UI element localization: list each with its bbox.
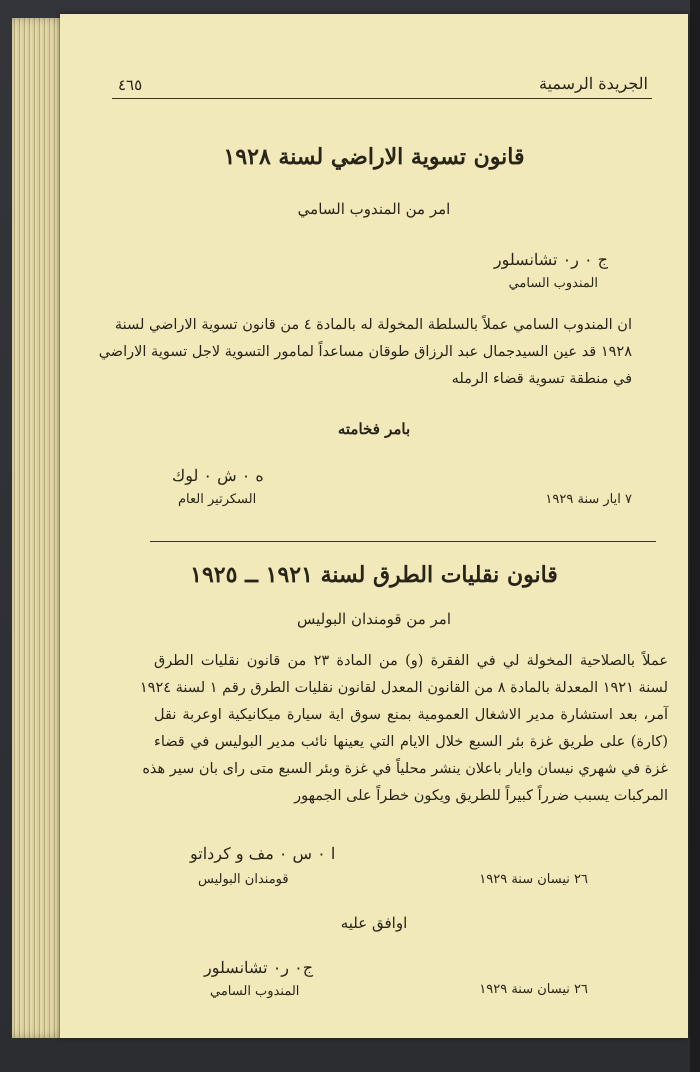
gazette-page	[60, 14, 688, 1038]
section2-approval: اوافق عليه	[340, 914, 408, 932]
page-number: ٤٦٥	[118, 76, 143, 94]
section1-date: ٧ ايار سنة ١٩٢٩	[545, 492, 632, 507]
section1-by-order: بامر فخامته	[337, 420, 411, 438]
section1-subtitle: امر من المندوب السامي	[297, 200, 451, 218]
section-separator	[150, 541, 656, 542]
section1-issuer-name: ج ٠ ر٠ تشانسلور	[493, 250, 608, 269]
section1-signatory-title: السكرتير العام	[178, 492, 257, 507]
section2-approver-title: المندوب السامي	[210, 984, 300, 999]
section2-title: قانون نقليات الطرق لسنة ١٩٢١ ــ ١٩٢٥	[190, 562, 558, 588]
section2-subtitle: امر من قومندان البوليس	[296, 610, 451, 628]
section2-body-line: (كارة) على طريق غزة بئر السبع خلال الايام التي يعينها نائب مدير البوليس في قضاء	[154, 734, 668, 750]
section2-signatory-name: ا ٠ س ٠ مف و كرداتو	[190, 844, 336, 863]
section1-signatory-name: ه ٠ ش ٠ لوك	[172, 466, 264, 485]
section2-body-line: المركبات يسبب ضرراً كبيراً للطريق ويكون خطراً على الجمهور	[294, 788, 668, 804]
section1-body-line: في منطقة تسوية قضاء الرمله	[451, 371, 632, 387]
section2-signatory-title: قومندان البوليس	[198, 872, 289, 887]
section1-title: قانون تسوية الاراضي لسنة ١٩٢٨	[223, 144, 525, 170]
running-header: الجريدة الرسمية	[538, 74, 648, 93]
section1-body	[98, 312, 632, 393]
scan-border	[690, 0, 700, 1072]
section2-body-line: غزة في شهري نيسان وايار باعلان ينشر محلياً في غزة وبئر السبع متى راى بان سير هذه	[142, 761, 668, 777]
section1-issuer-title: المندوب السامي	[508, 276, 598, 291]
section2-date: ٢٦ نيسان سنة ١٩٢٩	[479, 872, 588, 887]
section2-body-line: آمر، بعد استشارة مدير الاشغال العمومية بمنع سوق اية سيارة ميكانيكية اوعربة نقل	[154, 707, 668, 723]
section1-body-line: ان المندوب السامي عملاً بالسلطة المخولة له بالمادة ٤ من قانون تسوية الاراضي لسنة	[114, 317, 632, 333]
header-rule	[112, 98, 652, 99]
section2-approver-name: ج٠ ر٠ تشانسلور	[204, 958, 314, 977]
section2-body-line: عملاً بالصلاحية المخولة لي في الفقرة (و) من المادة ٢٣ من قانون نقليات الطرق	[154, 653, 668, 669]
section2-body-line: لسنة ١٩٢١ المعدلة بالمادة ٨ من القانون المعدل لقانون نقليات الطرق رقم ١ لسنة ١٩٢٤	[139, 680, 668, 696]
section1-body-line: ١٩٢٨ قد عين السيدجمال عبد الرزاق طوقان مساعداً لمامور التسوية لاجل تسوية الاراضي	[98, 344, 632, 360]
section2-approval-date: ٢٦ نيسان سنة ١٩٢٩	[479, 982, 588, 997]
section2-body	[139, 648, 668, 810]
